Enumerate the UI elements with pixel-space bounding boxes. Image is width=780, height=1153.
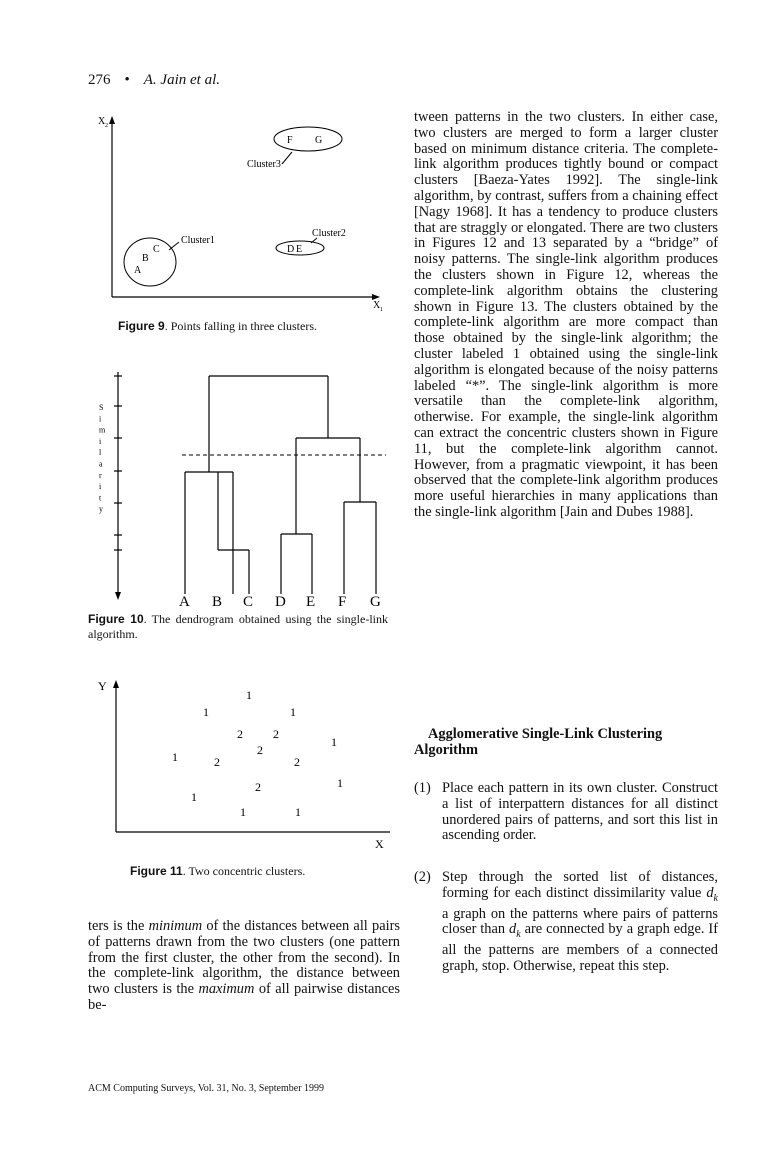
fig11-point-1: 1 — [295, 805, 301, 819]
step-2-text-b: a graph on the patterns where pairs of patterns closer than — [442, 905, 718, 938]
left-text-middle: of the distances between all pairs of patterns drawn from the two clusters (one pattern from the first cluster, the other from the second). In the complete-link algorithm, the distance between two clusters is the — [88, 918, 400, 998]
algorithm-steps — [414, 781, 718, 975]
step-2-sub-2: k — [516, 929, 521, 941]
fig10-axis-letter: m — [99, 425, 106, 435]
cluster1-ellipse — [124, 238, 176, 286]
fig10-leaf-labels — [179, 594, 381, 610]
fig11-point-1: 1 — [240, 805, 246, 819]
header-bullet: • — [124, 72, 130, 88]
cluster3-pointer — [282, 152, 292, 164]
step-2-number: (2) — [414, 869, 431, 886]
fig11-axis-y-label: Y — [98, 679, 107, 693]
fig11-point-1: 1 — [331, 735, 337, 749]
figure-9 — [90, 112, 390, 312]
fig11-y-arrow — [113, 680, 119, 688]
fig9-axis-x-label: X — [373, 300, 381, 311]
point-e: E — [296, 244, 303, 255]
fig10-axis-letter: S — [99, 403, 104, 412]
cluster1-label: Cluster1 — [181, 235, 215, 246]
fig11-point-1: 1 — [337, 776, 343, 790]
fig11-point-2: 2 — [214, 755, 220, 769]
left-text-start: ters is the — [88, 918, 149, 934]
footer: ACM Computing Surveys, Vol. 31, No. 3, September 1999 — [88, 1083, 325, 1094]
step-2-var-2: d — [509, 921, 517, 938]
figure-11-caption-text: . Two concentric clusters. — [182, 864, 306, 878]
figure-10-caption-text: . The dendrogram obtained using the single-link algorithm. — [88, 612, 388, 641]
fig11-point-1: 1 — [203, 705, 209, 719]
step-1-text: Place each pattern in its own cluster. Construct a list of interpattern distances for all distinct unordered pairs of patterns, and sort this list in ascending order. — [442, 780, 718, 844]
fig10-leaf-a: A — [179, 594, 190, 610]
fig9-axis-x-sub: 1 — [380, 307, 383, 313]
cluster1-pointer — [169, 242, 179, 250]
header-authors: A. Jain et al. — [143, 72, 220, 88]
step-1 — [414, 781, 718, 844]
left-text-minimum: minimum — [148, 918, 203, 934]
fig10-leaf-b: B — [212, 594, 223, 610]
fig11-points — [172, 688, 343, 819]
step-2 — [414, 870, 718, 975]
fig10-leaf-d: D — [275, 594, 286, 610]
running-header — [88, 72, 220, 89]
point-d: D — [287, 244, 295, 255]
fig10-leaf-f: F — [338, 594, 347, 610]
left-text-maximum: maximum — [198, 981, 255, 998]
figure-9-caption — [118, 319, 408, 334]
step-2-text-c: are connected by a graph edge. If all the patterns are members of a connected graph, stop. Otherwise, repeat this step. — [442, 921, 718, 974]
fig11-point-2: 2 — [273, 727, 279, 741]
fig10-axis-letter: i — [99, 436, 102, 446]
figure-10 — [88, 368, 398, 608]
figure-9-plot — [90, 112, 390, 312]
fig10-axis-letter: i — [99, 482, 102, 492]
fig10-axis-letter: r — [99, 470, 102, 480]
fig10-axis-arrow — [115, 592, 121, 600]
right-paragraph-1: tween patterns in the two clusters. In either case, two clusters are merged to form a larger cluster based on minimum distance criteria. The complete-link algorithm produces tightly bound or compact clusters [Baeza-Yates 1992]. The single-link algorithm, by contrast, suffers from a chaining effect [Nagy 1968]. It has a tendency to produce clusters that are straggly or elongated. There are two clusters in Figures 12 and 13 separated by a “bridge” of noisy patterns. The single-link algorithm produces the clusters shown in Figure 12, whereas the complete-link algorithm obtains the clustering shown in Figure 13. The clusters obtained by the complete-link algorithm are more compact than those obtained by the single-link algorithm; the cluster labeled 1 obtained using the single-link algorithm is elongated because of the noisy patterns labeled “*”. The single-link algorithm is more versatile than the complete-link algorithm, otherwise. For example, the single-link algorithm can extract the concentric clusters shown in Figure 11, but the complete-link algorithm cannot. However, from a pragmatic viewpoint, it has been observed that the complete-link algorithm produces more useful hierarchies in many applications than the single-link algorithm [Jain and Dubes 1988]. — [414, 109, 718, 520]
point-c: C — [153, 244, 160, 255]
figure-11-plot — [90, 676, 400, 866]
fig10-axis-letter: i — [99, 414, 102, 424]
figure-10-caption-label: Figure 10 — [88, 612, 144, 626]
fig9-y-arrow — [109, 116, 115, 124]
right-column-paragraph — [414, 110, 718, 521]
fig11-point-1: 1 — [290, 705, 296, 719]
cluster3-label: Cluster3 — [247, 159, 281, 170]
figure-11-caption — [130, 864, 400, 879]
fig11-point-1: 1 — [191, 790, 197, 804]
fig11-point-2: 2 — [255, 780, 261, 794]
figure-11 — [90, 676, 400, 866]
fig10-axis-letter: t — [99, 493, 102, 503]
fig11-point-2: 2 — [257, 743, 263, 757]
step-2-sub: k — [713, 892, 718, 904]
fig11-point-2: 2 — [294, 755, 300, 769]
fig9-axis-y-sub: 2 — [105, 123, 108, 129]
algorithm-heading — [414, 727, 718, 759]
figure-10-caption — [88, 612, 388, 642]
step-1-number: (1) — [414, 780, 431, 796]
fig11-point-1: 1 — [172, 750, 178, 764]
step-2-text-a: Step through the sorted list of distances, forming for each distinct dissimilarity value — [442, 869, 718, 901]
left-text-end: of all pairwise distances be- — [88, 981, 400, 1013]
cluster2-label: Cluster2 — [312, 228, 346, 239]
fig10-axis-letter: y — [99, 504, 103, 514]
fig10-leaf-e: E — [306, 594, 316, 610]
fig10-axis-letter: l — [99, 448, 102, 458]
figure-9-caption-label: Figure 9 — [118, 319, 165, 333]
figure-11-caption-label: Figure 11 — [130, 864, 183, 878]
fig10-axis-label — [99, 403, 106, 514]
cluster3-ellipse — [274, 127, 342, 151]
point-b: B — [142, 253, 149, 264]
page-number: 276 — [88, 72, 111, 88]
fig10-axis-letter: a — [99, 459, 103, 469]
fig10-leaf-c: C — [243, 594, 254, 610]
point-a: A — [134, 265, 142, 276]
algorithm-heading-text: Agglomerative Single-Link Clustering Algorithm — [414, 726, 663, 758]
figure-10-dendrogram — [88, 368, 398, 608]
figure-9-caption-text: . Points falling in three clusters. — [164, 319, 317, 333]
fig10-tree — [185, 376, 376, 594]
fig11-point-2: 2 — [237, 727, 243, 741]
point-f: F — [287, 135, 293, 146]
fig11-axis-x-label: X — [375, 837, 384, 851]
point-g: G — [315, 135, 323, 146]
left-column-paragraph — [88, 919, 400, 1014]
fig11-point-1: 1 — [246, 688, 252, 702]
step-2-var: d — [706, 884, 714, 901]
fig10-leaf-g: G — [370, 594, 381, 610]
fig9-axis-y-label: X — [98, 116, 106, 127]
